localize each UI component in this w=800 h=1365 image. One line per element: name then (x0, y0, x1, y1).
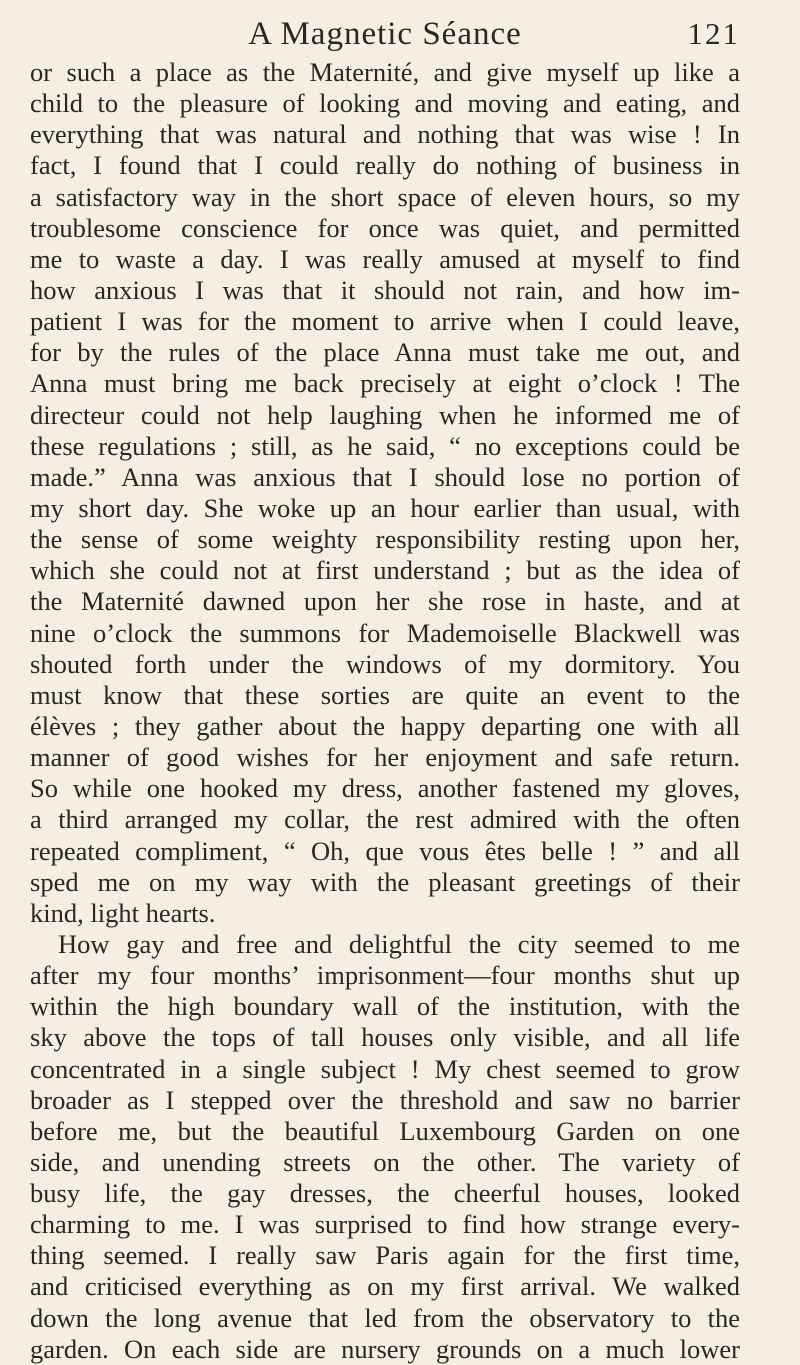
text-line: élèves ; they gather about the happy departing one with all (30, 710, 740, 741)
text-line: directeur could not help laughing when he informed me of (30, 399, 740, 430)
text-line: nine o’clock the summons for Mademoiselle Blackwell was (30, 617, 740, 648)
text-line: before me, but the beautiful Luxembourg Garden on one (30, 1115, 740, 1146)
text-line: a satisfactory way in the short space of eleven hours, so my (30, 181, 740, 212)
text-line: So while one hooked my dress, another fastened my gloves, (30, 773, 740, 804)
text-line: or such a place as the Maternité, and give myself up like a (30, 57, 740, 87)
text-line: garden. On each side are nursery grounds on a much lower (30, 1333, 740, 1364)
running-head (30, 14, 740, 54)
text-line: broader as I stepped over the threshold and saw no barrier (30, 1084, 740, 1115)
running-head-title: A Magnetic Séance (248, 16, 522, 52)
text-line: for by the rules of the place Anna must take me out, and (30, 337, 740, 368)
text-line: must know that these sorties are quite an event to the (30, 679, 740, 710)
text-line: and criticised everything as on my first arrival. We walked (30, 1271, 740, 1302)
text-line: manner of good wishes for her enjoyment and safe return. (30, 742, 740, 773)
text-line: charming to me. I was surprised to find how strange every- (30, 1209, 740, 1240)
text-line: everything that was natural and nothing that was wise ! In (30, 119, 740, 150)
paragraph-end-line: kind, light hearts. (30, 897, 216, 928)
text-line: within the high boundary wall of the institution, with the (30, 991, 740, 1022)
text-line: troublesome conscience for once was quiet, and permitted (30, 212, 740, 243)
text-line: a third arranged my collar, the rest admired with the often (30, 804, 740, 835)
text-line: made.” Anna was anxious that I should lose no portion of (30, 461, 740, 492)
text-line: me to waste a day. I was really amused at myself to find (30, 243, 740, 274)
text-line: the Maternité dawned upon her she rose in haste, and at (30, 586, 740, 617)
text-line: fact, I found that I could really do nothing of business in (30, 150, 740, 181)
text-line: side, and unending streets on the other. The variety of (30, 1146, 740, 1177)
text-line: sky above the tops of tall houses only visible, and all life (30, 1022, 740, 1053)
text-line: the sense of some weighty responsibility resting upon her, (30, 524, 740, 555)
text-line: thing seemed. I really saw Paris again for the first time, (30, 1240, 740, 1271)
text-line: my short day. She woke up an hour earlier than usual, with (30, 492, 740, 523)
text-line: shouted forth under the windows of my dormitory. You (30, 648, 740, 679)
text-line: concentrated in a single subject ! My chest seemed to grow (30, 1053, 740, 1084)
text-line: Anna must bring me back precisely at eight o’clock ! The (30, 368, 740, 399)
body-text (30, 57, 740, 1365)
text-line: which she could not at first understand ; but as the idea of (30, 555, 740, 586)
text-line: how anxious I was that it should not rain, and how im- (30, 274, 740, 305)
text-line: repeated compliment, “ Oh, que vous êtes belle ! ” and all (30, 835, 740, 866)
text-line: patient I was for the moment to arrive when I could leave, (30, 306, 740, 337)
text-line: these regulations ; still, as he said, “ no exceptions could be (30, 430, 740, 461)
text-line: after my four months’ imprisonment—four months shut up (30, 960, 740, 991)
text-line: down the long avenue that led from the observatory to the (30, 1302, 740, 1333)
page-number: 121 (687, 16, 740, 51)
text-line: sped me on my way with the pleasant greetings of their (30, 866, 740, 897)
text-line: child to the pleasure of looking and moving and eating, and (30, 88, 740, 119)
text-line: busy life, the gay dresses, the cheerful houses, looked (30, 1178, 740, 1209)
paragraph-first-line: How gay and free and delightful the city seemed to me (58, 928, 740, 959)
